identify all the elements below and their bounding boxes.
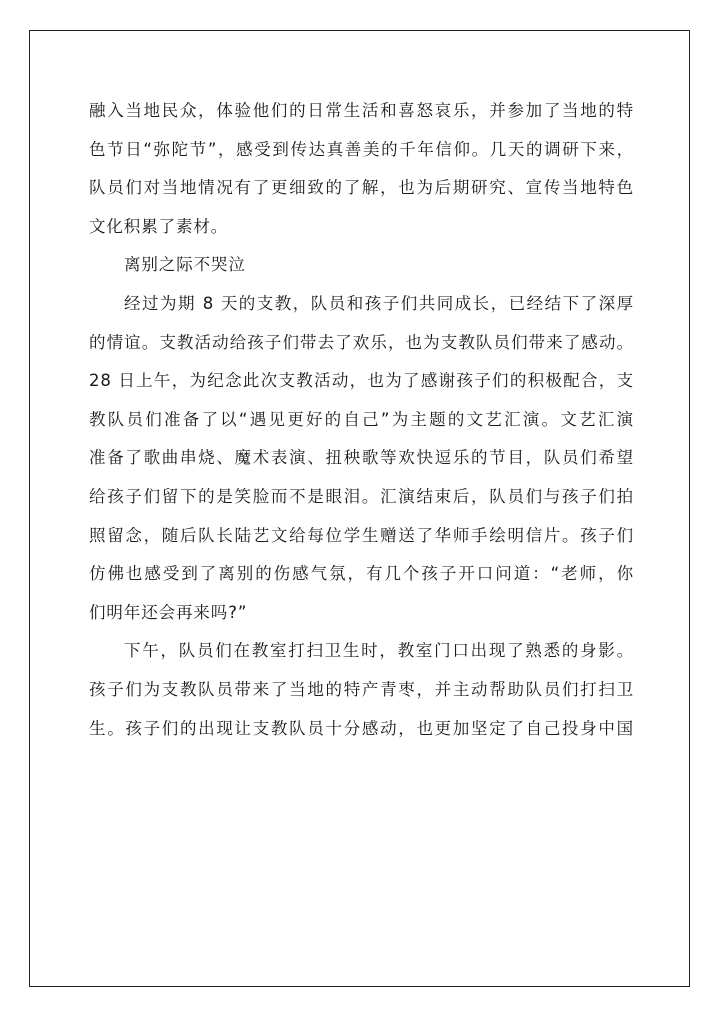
text-line: 给孩子们留下的是笑脸而不是眼泪。汇演结束后，队员们与孩子们拍: [89, 486, 634, 506]
document-body: [89, 92, 634, 748]
text-line: 经过为期 8 天的支教，队员和孩子们共同成长，已经结下了深厚: [124, 293, 634, 313]
text-line: 下午，队员们在教室打扫卫生时，教室门口出现了熟悉的身影。: [124, 641, 634, 661]
text-line: 色节日“弥陀节”，感受到传达真善美的千年信仰。几天的调研下来，: [89, 139, 634, 159]
text-line: 队员们对当地情况有了更细致的了解，也为后期研究、宣传当地特色: [89, 178, 634, 198]
text-line: 们明年还会再来吗?”: [89, 602, 248, 622]
text-line: 融入当地民众，体验他们的日常生活和喜怒哀乐，并参加了当地的特: [89, 101, 634, 120]
text-line: 照留念，随后队长陆艺文给每位学生赠送了华师手绘明信片。孩子们: [89, 525, 634, 545]
text-line: 孩子们为支教队员带来了当地的特产青枣，并主动帮助队员们打扫卫: [89, 679, 634, 699]
text-line: 仿佛也感受到了离别的伤感气氛，有几个孩子开口问道：“老师，你: [89, 564, 634, 584]
text-line: 准备了歌曲串烧、魔术表演、扭秧歌等欢快逗乐的节目，队员们希望: [89, 448, 634, 468]
text-line: 的情谊。支教活动给孩子们带去了欢乐，也为支教队员们带来了感动。: [89, 332, 634, 352]
text-line: 生。孩子们的出现让支教队员十分感动，也更加坚定了自己投身中国: [89, 718, 634, 738]
text-line: 文化积累了素材。: [89, 216, 229, 236]
text-line: 28 日上午，为纪念此次支教活动，也为了感谢孩子们的积极配合，支: [89, 371, 634, 391]
text-line: 教队员们准备了以“遇见更好的自己”为主题的文艺汇演。文艺汇演: [89, 409, 634, 429]
section-heading: 离别之际不哭泣: [124, 255, 246, 275]
